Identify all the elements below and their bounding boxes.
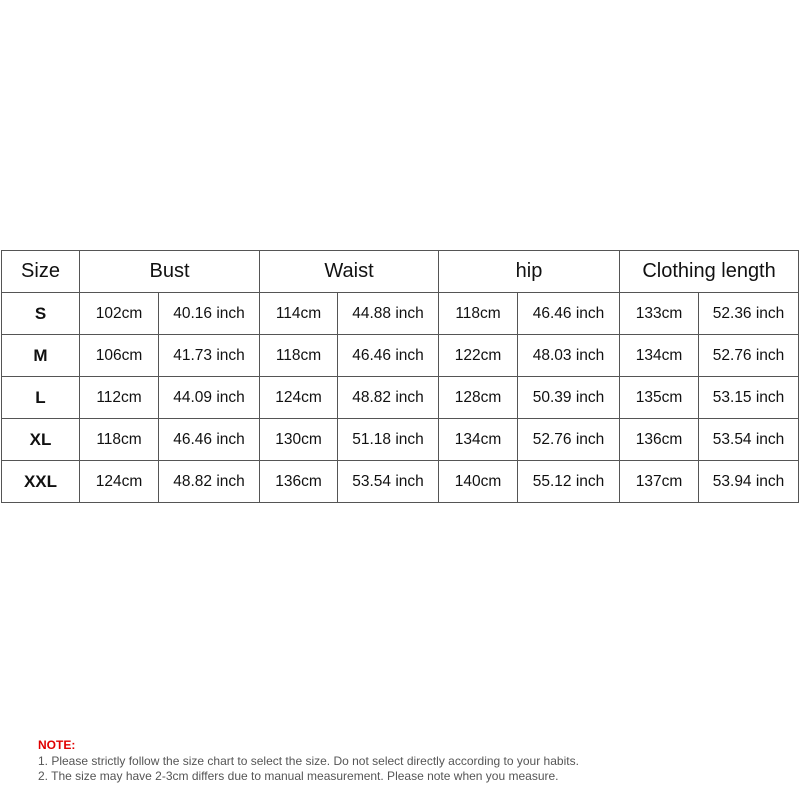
note-line-2: 2. The size may have 2-3cm differs due to manual measurement. Please note when you measure. <box>38 769 559 783</box>
table-row <box>2 335 799 377</box>
inch-value-cell: 53.15 inch <box>699 377 799 419</box>
inch-value-cell: 44.88 inch <box>338 293 439 335</box>
cm-value-cell: 102cm <box>80 293 159 335</box>
cm-value-cell: 130cm <box>260 419 338 461</box>
size-label-cell: XXL <box>2 461 80 503</box>
cm-value-cell: 134cm <box>439 419 518 461</box>
inch-value-cell: 46.46 inch <box>518 293 620 335</box>
size-chart-table <box>1 250 799 503</box>
inch-value-cell: 44.09 inch <box>159 377 260 419</box>
cm-value-cell: 112cm <box>80 377 159 419</box>
inch-value-cell: 51.18 inch <box>338 419 439 461</box>
table-row <box>2 377 799 419</box>
cm-value-cell: 118cm <box>80 419 159 461</box>
cm-value-cell: 135cm <box>620 377 699 419</box>
cm-value-cell: 133cm <box>620 293 699 335</box>
header-clothing-length: Clothing length <box>620 251 799 293</box>
cm-value-cell: 118cm <box>260 335 338 377</box>
cm-value-cell: 114cm <box>260 293 338 335</box>
header-row <box>2 251 799 293</box>
cm-value-cell: 140cm <box>439 461 518 503</box>
inch-value-cell: 41.73 inch <box>159 335 260 377</box>
cm-value-cell: 128cm <box>439 377 518 419</box>
inch-value-cell: 48.03 inch <box>518 335 620 377</box>
cm-value-cell: 122cm <box>439 335 518 377</box>
inch-value-cell: 46.46 inch <box>338 335 439 377</box>
size-label-cell: XL <box>2 419 80 461</box>
cm-value-cell: 106cm <box>80 335 159 377</box>
inch-value-cell: 53.94 inch <box>699 461 799 503</box>
inch-value-cell: 55.12 inch <box>518 461 620 503</box>
table-row <box>2 419 799 461</box>
header-size: Size <box>2 251 80 293</box>
size-label-cell: L <box>2 377 80 419</box>
cm-value-cell: 137cm <box>620 461 699 503</box>
inch-value-cell: 53.54 inch <box>338 461 439 503</box>
inch-value-cell: 52.76 inch <box>518 419 620 461</box>
inch-value-cell: 46.46 inch <box>159 419 260 461</box>
cm-value-cell: 118cm <box>439 293 518 335</box>
cm-value-cell: 124cm <box>260 377 338 419</box>
size-label-cell: M <box>2 335 80 377</box>
note-section <box>38 738 579 785</box>
header-hip: hip <box>439 251 620 293</box>
inch-value-cell: 48.82 inch <box>338 377 439 419</box>
header-waist: Waist <box>260 251 439 293</box>
inch-value-cell: 52.36 inch <box>699 293 799 335</box>
size-label-cell: S <box>2 293 80 335</box>
inch-value-cell: 48.82 inch <box>159 461 260 503</box>
table-row <box>2 293 799 335</box>
note-title: NOTE: <box>38 738 76 752</box>
cm-value-cell: 136cm <box>260 461 338 503</box>
table-row <box>2 461 799 503</box>
inch-value-cell: 53.54 inch <box>699 419 799 461</box>
inch-value-cell: 52.76 inch <box>699 335 799 377</box>
inch-value-cell: 50.39 inch <box>518 377 620 419</box>
cm-value-cell: 124cm <box>80 461 159 503</box>
note-line-1: 1. Please strictly follow the size chart to select the size. Do not select directly according to your habits. <box>38 753 579 768</box>
header-bust: Bust <box>80 251 260 293</box>
cm-value-cell: 136cm <box>620 419 699 461</box>
table-body <box>2 293 799 503</box>
cm-value-cell: 134cm <box>620 335 699 377</box>
inch-value-cell: 40.16 inch <box>159 293 260 335</box>
